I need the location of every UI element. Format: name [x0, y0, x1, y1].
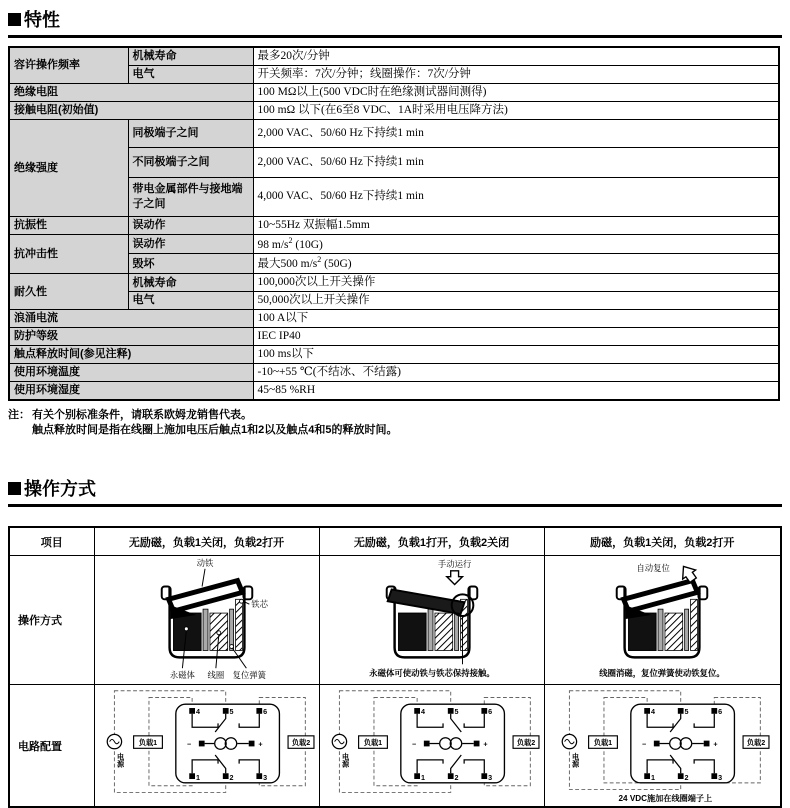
- terminal-6: 6: [487, 707, 492, 717]
- terminal-3: 3: [262, 773, 267, 783]
- spec-value: 100 ms以下: [253, 345, 779, 363]
- auto-reset-caption: 线圈消磁，复位弹簧使动铁复位。: [599, 668, 725, 679]
- circuit-icon: [99, 685, 315, 803]
- load1-label: 负载1: [594, 738, 613, 748]
- terminal-1: 1: [420, 773, 425, 783]
- circuit-diagram-2: [319, 685, 544, 808]
- table-row: [9, 83, 779, 101]
- core-label: 铁芯: [250, 599, 268, 610]
- spec-label: 浪涌电流: [9, 310, 253, 328]
- load2-label: 负载2: [291, 738, 310, 748]
- power-source-label: 电源: [341, 753, 351, 768]
- relay-mechanism-icon: [557, 556, 767, 681]
- spec-value: 100 MΩ以上(500 VDC时在绝缘测试器间测得): [253, 83, 779, 101]
- coil-label: 线圈: [206, 670, 224, 681]
- table-row: [9, 556, 781, 685]
- auto-reset-label: 自动复位: [636, 563, 671, 574]
- spec-sublabel: 机械寿命: [128, 274, 253, 292]
- manual-caption: 永磁体可使动铁与铁芯保持接触。: [368, 668, 495, 679]
- mechanism-diagram-energized: [544, 556, 781, 685]
- section-header-operation: [8, 475, 782, 507]
- section-marker-icon: [8, 13, 21, 26]
- coil-minus: −: [642, 739, 647, 749]
- spec-sublabel: 毁坏: [128, 254, 253, 274]
- terminal-4: 4: [420, 707, 425, 717]
- spec-value: 100,000次以上开关操作: [253, 274, 779, 292]
- circuit3-caption: 24 VDC施加在线圈端子上: [618, 794, 713, 804]
- table-row: [9, 345, 779, 363]
- ops-row-label-circuit: 电路配置: [9, 685, 94, 808]
- ops-header-item: 项目: [9, 527, 94, 556]
- spec-label: 绝缘强度: [9, 119, 128, 216]
- spec-value: IEC IP40: [253, 328, 779, 346]
- spec-value: 100 A以下: [253, 310, 779, 328]
- spec-value: 10~55Hz 双振幅1.5mm: [253, 216, 779, 234]
- table-row: [9, 527, 781, 556]
- load2-label: 负载2: [516, 738, 535, 748]
- terminal-5: 5: [229, 707, 234, 717]
- spec-label: 绝缘电阻: [9, 83, 253, 101]
- spec-value: 最多20次/分钟: [253, 47, 779, 65]
- section-title-text: 操作方式: [24, 479, 96, 500]
- spec-value: 2,000 VAC、50/60 Hz下持续1 min: [253, 119, 779, 147]
- ops-header-state2: 无励磁，负载1打开，负载2关闭: [319, 527, 544, 556]
- footnotes: [8, 408, 782, 438]
- ops-row-label-mechanism: 操作方式: [9, 556, 94, 685]
- table-row: [9, 234, 779, 254]
- spec-value: 45~85 %RH: [253, 381, 779, 399]
- table-row: [9, 363, 779, 381]
- terminal-2: 2: [684, 773, 689, 783]
- table-row: [9, 685, 781, 808]
- table-row: [9, 47, 779, 65]
- spec-label: 容许操作频率: [9, 47, 128, 83]
- coil-plus: +: [482, 739, 488, 749]
- operation-table: [8, 526, 782, 808]
- mechanism-diagram-deenergized-2: [319, 556, 544, 685]
- mechanism-diagram-deenergized-1: [94, 556, 319, 685]
- spec-sublabel: 电气: [128, 65, 253, 83]
- spec-value: 98 $m/s^2$ (10G): [253, 234, 779, 254]
- spec-sublabel: 不同极端子之间: [128, 147, 253, 177]
- circuit-diagram-3: [544, 685, 781, 808]
- coil-plus: +: [257, 739, 263, 749]
- spec-value: 50,000次以上开关操作: [253, 292, 779, 310]
- spec-value: 最大500 $m/s^2$ (50G): [253, 254, 779, 274]
- circuit-icon: [554, 685, 770, 803]
- characteristics-table: [8, 46, 780, 401]
- power-source-label: 电源: [116, 753, 126, 768]
- terminal-5: 5: [454, 707, 459, 717]
- spec-label: 触点释放时间(参见注释): [9, 345, 253, 363]
- terminal-6: 6: [262, 707, 267, 717]
- note-line2: 触点释放时间是指在线圈上施加电压后触点1和2以及触点4和5的释放时间。: [32, 423, 398, 436]
- relay-mechanism-icon: [102, 556, 312, 681]
- terminal-2: 2: [454, 773, 459, 783]
- ops-header-state3: 励磁，负载1关闭，负载2打开: [544, 527, 781, 556]
- note-line1: 有关个别标准条件，请联系欧姆龙销售代表。: [32, 408, 252, 421]
- coil-plus: +: [713, 739, 718, 749]
- section-marker-icon: [8, 482, 21, 495]
- note-prefix: 注：: [8, 408, 30, 421]
- terminal-6: 6: [718, 707, 723, 717]
- spec-sublabel: 带电金属部件与接地端子之间: [128, 177, 253, 216]
- spring-label: 复位弹簧: [232, 670, 266, 681]
- spec-label: 使用环境湿度: [9, 381, 253, 399]
- spec-sublabel: 机械寿命: [128, 47, 253, 65]
- coil-minus: −: [186, 739, 191, 749]
- terminal-5: 5: [684, 707, 689, 717]
- section-title-text: 特性: [24, 10, 60, 30]
- table-row: [9, 119, 779, 147]
- spec-value: 开关频率：7次/分钟；线圈操作：7次/分钟: [253, 65, 779, 83]
- load1-label: 负载1: [138, 738, 157, 748]
- table-row: [9, 216, 779, 234]
- spec-label: 耐久性: [9, 274, 128, 310]
- note-prefix-spacer: [8, 423, 32, 438]
- power-source-label: 电源: [571, 753, 581, 768]
- spec-sublabel: 误动作: [128, 216, 253, 234]
- relay-mechanism-icon: [327, 556, 537, 681]
- spec-sublabel: 电气: [128, 292, 253, 310]
- spec-label: 防护等级: [9, 328, 253, 346]
- terminal-2: 2: [229, 773, 234, 783]
- spec-value: 4,000 VAC、50/60 Hz下持续1 min: [253, 177, 779, 216]
- spec-value: 100 mΩ 以下(在6至8 VDC、1A时采用电压降方法): [253, 101, 779, 119]
- terminal-1: 1: [195, 773, 200, 783]
- manual-operation-label: 手动运行: [437, 559, 471, 570]
- spec-label: 使用环境温度: [9, 363, 253, 381]
- magnet-label: 永磁体: [169, 670, 195, 681]
- terminal-4: 4: [651, 707, 656, 717]
- table-row: [9, 101, 779, 119]
- table-row: [9, 381, 779, 399]
- spec-sublabel: 同极端子之间: [128, 119, 253, 147]
- load2-label: 负载2: [747, 738, 766, 748]
- terminal-4: 4: [195, 707, 200, 717]
- armature-label: 动铁: [196, 558, 213, 569]
- terminal-3: 3: [487, 773, 492, 783]
- table-row: [9, 328, 779, 346]
- table-row: [9, 310, 779, 328]
- spec-label: 接触电阻(初始值): [9, 101, 253, 119]
- coil-minus: −: [411, 739, 416, 749]
- spec-value: -10~+55 ℃(不结冰、不结露): [253, 363, 779, 381]
- terminal-3: 3: [718, 773, 723, 783]
- spec-sublabel: 误动作: [128, 234, 253, 254]
- circuit-diagram-1: [94, 685, 319, 808]
- load1-label: 负载1: [363, 738, 382, 748]
- spec-label: 抗冲击性: [9, 234, 128, 274]
- ops-header-state1: 无励磁，负载1关闭，负载2打开: [94, 527, 319, 556]
- circuit-icon: [324, 685, 540, 803]
- terminal-1: 1: [651, 773, 656, 783]
- table-row: [9, 274, 779, 292]
- spec-value: 2,000 VAC、50/60 Hz下持续1 min: [253, 147, 779, 177]
- section-header-characteristics: [8, 6, 782, 38]
- spec-label: 抗振性: [9, 216, 128, 234]
